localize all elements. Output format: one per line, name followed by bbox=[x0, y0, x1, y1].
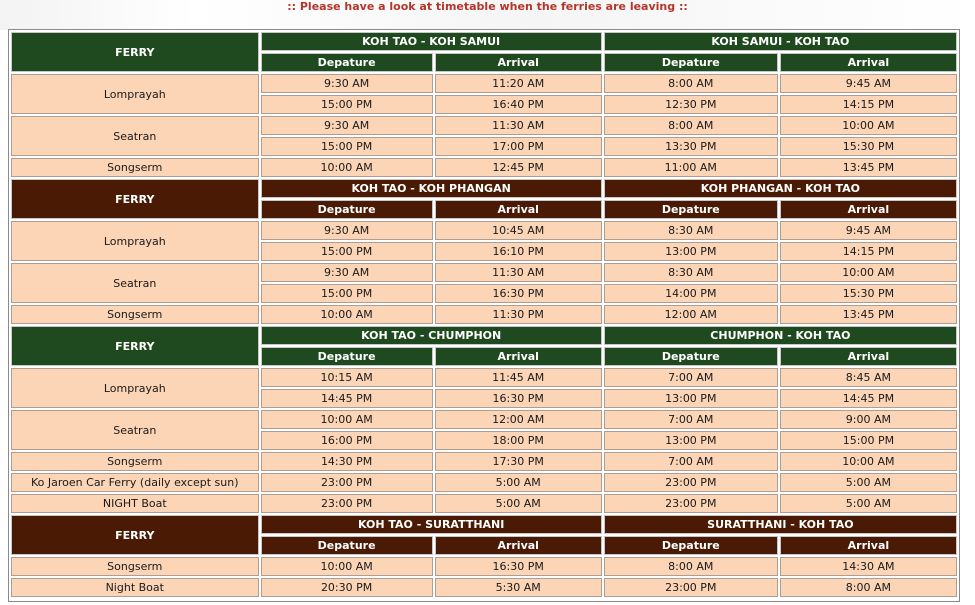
return-departure-time: 13:00 PM bbox=[604, 389, 778, 408]
return-arrival-time: 14:15 PM bbox=[780, 95, 957, 114]
arrival-header: Arrival bbox=[780, 53, 957, 72]
return-arrival-time: 8:45 AM bbox=[780, 368, 957, 387]
arrival-header: Arrival bbox=[435, 200, 602, 219]
outbound-departure-time: 16:00 PM bbox=[261, 431, 433, 450]
return-departure-time: 8:00 AM bbox=[604, 74, 778, 93]
return-departure-time: 14:00 PM bbox=[604, 284, 778, 303]
departure-header: Depature bbox=[604, 536, 778, 555]
timetable-row bbox=[11, 368, 957, 387]
timetable-row bbox=[11, 557, 957, 576]
ferry-operator-name: Songserm bbox=[11, 557, 259, 576]
departure-header: Depature bbox=[261, 200, 433, 219]
departure-header: Depature bbox=[261, 347, 433, 366]
outbound-arrival-time: 16:30 PM bbox=[435, 284, 602, 303]
section-header-row bbox=[11, 179, 957, 198]
return-departure-time: 23:00 PM bbox=[604, 473, 778, 492]
timetable-row bbox=[11, 263, 957, 282]
timetable-body bbox=[11, 32, 957, 597]
route-header-return: CHUMPHON - KOH TAO bbox=[604, 326, 957, 345]
arrival-header: Arrival bbox=[435, 53, 602, 72]
ferry-operator-name: Songserm bbox=[11, 305, 259, 324]
outbound-departure-time: 20:30 PM bbox=[261, 578, 433, 597]
timetable-container bbox=[8, 29, 960, 602]
return-arrival-time: 9:45 AM bbox=[780, 221, 957, 240]
return-arrival-time: 10:00 AM bbox=[780, 452, 957, 471]
return-departure-time: 7:00 AM bbox=[604, 410, 778, 429]
return-departure-time: 8:00 AM bbox=[604, 557, 778, 576]
outbound-arrival-time: 11:30 PM bbox=[435, 305, 602, 324]
ferry-operator-name: Lomprayah bbox=[11, 74, 259, 114]
return-arrival-time: 9:45 AM bbox=[780, 74, 957, 93]
return-departure-time: 13:00 PM bbox=[604, 431, 778, 450]
ferry-operator-name: Seatran bbox=[11, 263, 259, 303]
ferry-operator-name: Ko Jaroen Car Ferry (daily except sun) bbox=[11, 473, 259, 492]
departure-header: Depature bbox=[261, 536, 433, 555]
timetable-row bbox=[11, 473, 957, 492]
route-header-outbound: KOH TAO - CHUMPHON bbox=[261, 326, 602, 345]
ferry-operator-name: Lomprayah bbox=[11, 221, 259, 261]
timetable-row bbox=[11, 116, 957, 135]
return-arrival-time: 5:00 AM bbox=[780, 494, 957, 513]
outbound-arrival-time: 17:00 PM bbox=[435, 137, 602, 156]
return-arrival-time: 15:00 PM bbox=[780, 431, 957, 450]
outbound-departure-time: 23:00 PM bbox=[261, 494, 433, 513]
departure-header: Depature bbox=[604, 200, 778, 219]
outbound-arrival-time: 12:45 PM bbox=[435, 158, 602, 177]
return-arrival-time: 15:30 PM bbox=[780, 137, 957, 156]
timetable-row bbox=[11, 494, 957, 513]
arrival-header: Arrival bbox=[435, 347, 602, 366]
ferry-column-header: FERRY bbox=[11, 326, 259, 366]
outbound-departure-time: 15:00 PM bbox=[261, 137, 433, 156]
outbound-departure-time: 9:30 AM bbox=[261, 116, 433, 135]
route-header-return: KOH SAMUI - KOH TAO bbox=[604, 32, 957, 51]
ferry-operator-name: NIGHT Boat bbox=[11, 494, 259, 513]
outbound-departure-time: 14:45 PM bbox=[261, 389, 433, 408]
ferry-timetable bbox=[9, 30, 959, 599]
ferry-column-header: FERRY bbox=[11, 515, 259, 555]
outbound-departure-time: 23:00 PM bbox=[261, 473, 433, 492]
return-arrival-time: 13:45 PM bbox=[780, 305, 957, 324]
return-arrival-time: 9:00 AM bbox=[780, 410, 957, 429]
return-arrival-time: 14:15 PM bbox=[780, 242, 957, 261]
outbound-arrival-time: 11:30 AM bbox=[435, 116, 602, 135]
outbound-arrival-time: 16:40 PM bbox=[435, 95, 602, 114]
return-arrival-time: 10:00 AM bbox=[780, 116, 957, 135]
return-arrival-time: 10:00 AM bbox=[780, 263, 957, 282]
return-departure-time: 8:30 AM bbox=[604, 221, 778, 240]
departure-header: Depature bbox=[604, 347, 778, 366]
outbound-departure-time: 10:00 AM bbox=[261, 557, 433, 576]
outbound-departure-time: 10:15 AM bbox=[261, 368, 433, 387]
outbound-departure-time: 15:00 PM bbox=[261, 242, 433, 261]
timetable-row bbox=[11, 74, 957, 93]
outbound-departure-time: 15:00 PM bbox=[261, 95, 433, 114]
route-header-outbound: KOH TAO - KOH PHANGAN bbox=[261, 179, 602, 198]
timetable-row bbox=[11, 578, 957, 597]
return-departure-time: 7:00 AM bbox=[604, 452, 778, 471]
ferry-operator-name: Seatran bbox=[11, 116, 259, 156]
departure-header: Depature bbox=[604, 53, 778, 72]
outbound-departure-time: 9:30 AM bbox=[261, 263, 433, 282]
return-departure-time: 8:00 AM bbox=[604, 116, 778, 135]
outbound-arrival-time: 10:45 AM bbox=[435, 221, 602, 240]
return-departure-time: 23:00 PM bbox=[604, 578, 778, 597]
ferry-operator-name: Songserm bbox=[11, 158, 259, 177]
outbound-arrival-time: 5:00 AM bbox=[435, 473, 602, 492]
outbound-arrival-time: 17:30 PM bbox=[435, 452, 602, 471]
return-departure-time: 13:00 PM bbox=[604, 242, 778, 261]
route-header-return: KOH PHANGAN - KOH TAO bbox=[604, 179, 957, 198]
outbound-departure-time: 15:00 PM bbox=[261, 284, 433, 303]
return-arrival-time: 13:45 PM bbox=[780, 158, 957, 177]
outbound-arrival-time: 18:00 PM bbox=[435, 431, 602, 450]
return-departure-time: 8:30 AM bbox=[604, 263, 778, 282]
arrival-header: Arrival bbox=[435, 536, 602, 555]
outbound-departure-time: 10:00 AM bbox=[261, 410, 433, 429]
return-departure-time: 12:30 PM bbox=[604, 95, 778, 114]
ferry-operator-name: Lomprayah bbox=[11, 368, 259, 408]
outbound-arrival-time: 16:30 PM bbox=[435, 389, 602, 408]
timetable-row bbox=[11, 158, 957, 177]
departure-header: Depature bbox=[261, 53, 433, 72]
outbound-departure-time: 14:30 PM bbox=[261, 452, 433, 471]
return-arrival-time: 15:30 PM bbox=[780, 284, 957, 303]
outbound-arrival-time: 11:45 AM bbox=[435, 368, 602, 387]
outbound-departure-time: 9:30 AM bbox=[261, 74, 433, 93]
return-arrival-time: 8:00 AM bbox=[780, 578, 957, 597]
outbound-arrival-time: 5:30 AM bbox=[435, 578, 602, 597]
timetable-row bbox=[11, 305, 957, 324]
outbound-arrival-time: 5:00 AM bbox=[435, 494, 602, 513]
ferry-operator-name: Night Boat bbox=[11, 578, 259, 597]
outbound-arrival-time: 11:20 AM bbox=[435, 74, 602, 93]
outbound-arrival-time: 12:00 AM bbox=[435, 410, 602, 429]
outbound-departure-time: 10:00 AM bbox=[261, 305, 433, 324]
timetable-row bbox=[11, 221, 957, 240]
section-header-row bbox=[11, 326, 957, 345]
page-heading: :: Please have a look at timetable when the ferries are leaving :: bbox=[287, 0, 688, 13]
timetable-row bbox=[11, 452, 957, 471]
outbound-arrival-time: 16:10 PM bbox=[435, 242, 602, 261]
return-departure-time: 7:00 AM bbox=[604, 368, 778, 387]
return-arrival-time: 14:45 PM bbox=[780, 389, 957, 408]
arrival-header: Arrival bbox=[780, 347, 957, 366]
return-departure-time: 13:30 PM bbox=[604, 137, 778, 156]
arrival-header: Arrival bbox=[780, 536, 957, 555]
return-arrival-time: 14:30 AM bbox=[780, 557, 957, 576]
arrival-header: Arrival bbox=[780, 200, 957, 219]
outbound-departure-time: 9:30 AM bbox=[261, 221, 433, 240]
section-header-row bbox=[11, 32, 957, 51]
ferry-operator-name: Songserm bbox=[11, 452, 259, 471]
ferry-operator-name: Seatran bbox=[11, 410, 259, 450]
outbound-arrival-time: 16:30 PM bbox=[435, 557, 602, 576]
section-header-row bbox=[11, 515, 957, 534]
outbound-departure-time: 10:00 AM bbox=[261, 158, 433, 177]
return-departure-time: 12:00 AM bbox=[604, 305, 778, 324]
timetable-row bbox=[11, 410, 957, 429]
route-header-outbound: KOH TAO - KOH SAMUI bbox=[261, 32, 602, 51]
return-departure-time: 23:00 PM bbox=[604, 494, 778, 513]
return-arrival-time: 5:00 AM bbox=[780, 473, 957, 492]
route-header-return: SURATTHANI - KOH TAO bbox=[604, 515, 957, 534]
route-header-outbound: KOH TAO - SURATTHANI bbox=[261, 515, 602, 534]
ferry-column-header: FERRY bbox=[11, 179, 259, 219]
outbound-arrival-time: 11:30 AM bbox=[435, 263, 602, 282]
ferry-column-header: FERRY bbox=[11, 32, 259, 72]
return-departure-time: 11:00 AM bbox=[604, 158, 778, 177]
